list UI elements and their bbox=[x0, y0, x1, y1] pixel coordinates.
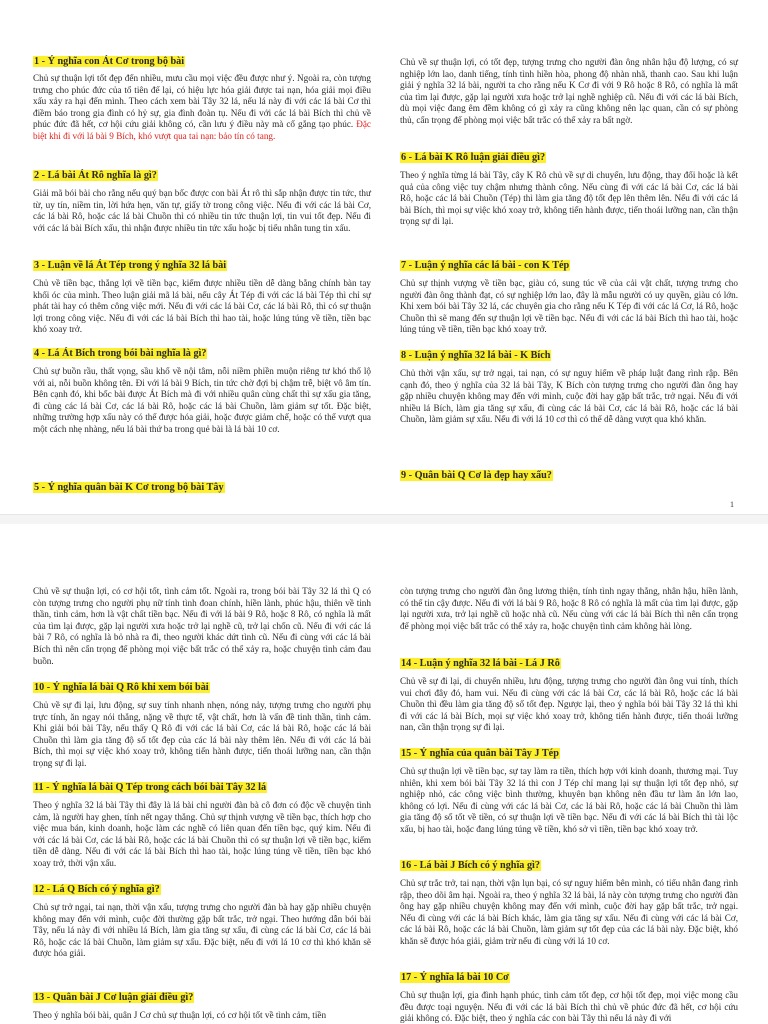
section-heading-5: 5 - Ý nghĩa quân bài K Cơ trong bộ bài Tây bbox=[34, 482, 224, 493]
section-heading-13: 13 - Quân bài J Cơ luận giải điều gì? bbox=[34, 992, 194, 1003]
section-heading-11: 11 - Ý nghĩa lá bài Q Tép trong cách bói bài Tây 32 lá bbox=[34, 782, 267, 793]
section-text-13-cont: còn tượng trưng cho người đàn ông lương thiện, tính tình ngay thẳng, nhân hậu, hiền lành, có thể tin cậy được. Nếu đi với lá bài 9 Rô, hoặc 8 Rô có nghĩa là mất của tìm lại được, gặp lại người xưa, trở lại nghề cũ hoặc nhà cũ. Nếu cùng với các lá bài Bích thì nên cẩn trọng để phòng mọi việc bất trắc có thể xảy ra, hoặc chuyện tình cảm không hài lòng. bbox=[400, 586, 738, 631]
section-heading-2: 2 - Lá bài Át Rô nghĩa là gì? bbox=[34, 170, 157, 181]
section-heading-10: 10 - Ý nghĩa lá bài Q Rô khi xem bói bài bbox=[34, 682, 209, 693]
page-separator bbox=[0, 514, 768, 524]
section-text-15: Chủ sự thuận lợi về tiền bạc, sự tay làm ra tiền, thích hợp với kinh doanh, thương mại. Tuy nhiên, khi xem bói bài Tây 32 lá thì con J Tép chỉ mang lại sự thuận lợi tốt đẹp nhỏ, sự nghiệp nhỏ, các công việc bình thường, khuyên bạn không nên đầu tư làm ăn lớn lao, không có lợi. Nếu đi cùng với các lá bài Cơ, các lá bài Rô, hoặc các lá bài Chuồn thì làm gia tăng độ số tốt về tiền, có sự thuận lợi về tiền bạc. Nếu đi với các lá bài Bích thì tài lộc xấu, bị hao tài, hoặc đang lúng túng về tiền, khó sở vì tiền, tiền bạc khó xoay trở. bbox=[400, 766, 738, 834]
section-heading-17: 17 - Ý nghĩa lá bài 10 Cơ bbox=[401, 972, 509, 983]
section-heading-7: 7 - Luận ý nghĩa các lá bài - con K Tép bbox=[401, 260, 570, 271]
section-text-13: Theo ý nghĩa bói bài, quân J Cơ chủ sự thuận lợi, có cơ hội tốt về tình cảm, tiền bbox=[33, 1010, 327, 1020]
section-text-12: Chủ sự trở ngại, tai nạn, thời vận xấu, tượng trưng cho người đàn bà hay gặp nhiều chuyện không may đến với mình, cuộc đời thường gặp bất trắc, trở ngại. Theo hướng dẫn bói bài Tây, nếu lá này đi với nhiều lá Bích, làm gia tăng sự xấu, đi cùng các lá bài Cơ, các lá bài Rô, hoặc các lá bài Chuồn, làm giảm sự xấu. Đặc biệt, nếu đi với lá 10 cơ thì khó khăn sẽ được hóa giải. bbox=[33, 902, 371, 959]
section-heading-16: 16 - Lá bài J Bích có ý nghĩa gì? bbox=[401, 860, 540, 871]
section-heading-8: 8 - Luận ý nghĩa 32 lá bài - K Bích bbox=[401, 350, 551, 361]
section-text-4: Chủ sự buồn rầu, thất vọng, sầu khổ về nội tâm, nỗi niềm phiền muộn riêng tư khó thổ lộ với ai, nỗi buồn không tên. Đi với lá bài 9 Bích, tin tức chờ đợi bị chậm trễ, biệt vô âm tín. Bên cạnh đó, khi bốc bài được Át Bích mà đi với nhiều quân cùng chất thì sự xấu gia tăng, đi cùng các lá bài Cơ, các lá bài Rô, hoặc các lá bài Chuồn, làm giảm sự tốt. Đặc biệt, những trường hợp xấu này có thể được hóa giải, hoặc được giảm chế, hoặc có thể vượt qua một cách nhẹ nhàng, nếu lá bài thứ ba trong quẻ bài là lá bài 10 cơ. bbox=[33, 366, 371, 434]
section-heading-4: 4 - Lá Át Bích trong bói bài nghĩa là gì? bbox=[34, 348, 207, 359]
page-number: 1 bbox=[730, 500, 734, 509]
section-text-8: Chủ thời vận xấu, sự trở ngại, tai nạn, có sự nguy hiểm về pháp luật đang rình rập. Bên cạnh đó, theo ý nghĩa của 32 lá bài Tây, K Bích còn tượng trưng cho người đàn ông hay gặp nhiều chuyện không may đến với mình, cuộc đời hay gặp bất trắc, trở ngại. Nếu đi với nhiều lá Bích, làm gia tăng sự xấu, đi cùng các lá bài Cơ, các lá bài Rô, hoặc các lá bài Chuồn, làm giảm sự xấu. Nếu đi với lá 10 cơ thì có thể dễ dàng vượt qua khó khăn. bbox=[400, 368, 738, 425]
section-heading-3: 3 - Luận về lá Át Tép trong ý nghĩa 32 lá bài bbox=[34, 260, 227, 271]
section-text-17: Chủ sự thuận lợi, gia đình hạnh phúc, tình cảm tốt đẹp, cơ hội tốt đẹp, mọi việc mong cầu đều được toại nguyện. Nếu đi với các lá bài Bích thì chủ về phúc đức đã hết, cơ hội cứu giải không có. Đặc biệt, theo ý nghĩa các con bài Tây thì nếu lá này đi với bbox=[400, 990, 738, 1024]
section-text-16: Chủ sự trắc trở, tai nạn, thời vận lụn bại, có sự nguy hiểm bên mình, có tiểu nhân đang rình rập, theo dõi âm hại. Ngoài ra, theo ý nghĩa 32 lá bài, lá này còn tượng trưng cho người đàn ông hay gặp nhiều chuyện không may đến với mình, cuộc đời hay gặp bất trắc, trở ngại. Nếu đi cùng với các lá bài Bích khác, làm gia tăng sự xấu. Nếu đi cùng với các lá bài Cơ, các lá bài Rô, hoặc các lá bài Chuồn, làm giảm sự tốt đẹp của các lá bài này. Đặc biệt, khó khăn sẽ được hóa giải, giảm trừ nếu đi cùng với lá 10 cơ. bbox=[400, 878, 738, 946]
document-page-2 bbox=[0, 524, 768, 1024]
section-heading-9: 9 - Quân bài Q Cơ là đẹp hay xấu? bbox=[401, 470, 552, 481]
section-heading-14: 14 - Luận ý nghĩa 32 lá bài - Lá J Rô bbox=[401, 658, 560, 669]
section-text-11: Theo ý nghĩa 32 lá bài Tây thì đây là lá bài chỉ người đàn bà cô đơn có độc về chuyện tình cảm, là người hay ghen, tính nết ngay thẳng. Chủ sự thịnh vượng về tiền bạc, thích hợp cho việc mua bán, kinh doanh, hoặc làm các nghề có liên quan đến tiền bạc, quý kim. Nếu đi với các lá bài Cơ, các lá bài Rô, hoặc các lá bài Chuồn thì có sự thuận lợi về tiền bạc, kiếm tiền dễ dàng. Nếu đi với các lá bài Bích thì hao tài, hoặc lúng túng về tiền, tiền bạc khó xoay trở, thời vận xấu. bbox=[33, 800, 371, 868]
section-text-7: Chủ sự thịnh vượng về tiền bạc, giàu có, sung túc về của cải vật chất, tượng trưng cho người đàn ông thành đạt, có sự nghiệp lớn lao, đây là mẫu người có uy quyền, giàu có lớn. Khi xem bói bài Tây 32 lá, các chuyên gia cho rằng nếu K Tép đi với các lá Cơ, lá Rô, hoặc Chuồn thì sẽ mang đến sự thuận lợi về tiền bạc. Nếu đi với các lá bài Bích thì hao tài, hoặc lúng túng về tiền, tiền bạc khó xoay trở. bbox=[400, 278, 738, 335]
warning-text: Đặc biệt khi đi với lá bài 9 Bích, khó vượt qua tai nạn: bảo tín có tang. bbox=[33, 119, 371, 141]
section-text-14: Chủ về sự đi lại, di chuyển nhiều, lưu động, tượng trưng cho người đàn ông vui tính, thích vui chơi đây đó, ham vui. Nếu đi cùng với các lá bài Cơ, các lá bài Rô, hoặc các lá bài Chuồn thì đều làm gia tăng độ số tốt đẹp. Ngược lại, theo ý nghĩa bói bài Tây 32 lá thì khi đi với các lá bài Bích, mọi sự việc khó xoay trở, không tiến hành được, tiến thoái lưỡng nan, cần thận trọng sự đi lại. bbox=[400, 676, 738, 733]
section-text-9: Chủ về sự thuận lợi, có cơ hội tốt, tình cảm tốt. Ngoài ra, trong bói bài Tây 32 lá thì Q có còn tượng trưng cho người phụ nữ tính tình đoan chính, hiền lành, phúc hậu, thiên về tinh thần, tình cảm, hơn là vật chất tiền bạc. Nếu đi với lá bài 9 Rô, hoặc 8 Rô, có nghĩa là mất của tìm lại được, gặp lại người xưa hoặc trở lại nghề cũ, trở lại chốn cũ. Nếu đi với các lá bài 7 Rô, có nghĩa là bỏ nhà ra đi, theo người khác dứt tình cũ. Nếu đi cùng với các lá bài Bích thì nên cẩn trọng để phòng mọi việc bất trắc có thể xảy ra, hoặc chuyện tình cảm đau buồn. bbox=[33, 586, 371, 666]
section-text-1: Chủ sự thuận lợi tốt đẹp đến nhiều, mưu cầu mọi việc đều được như ý. Ngoài ra, còn tượng trưng cho phúc đức của tổ tiên để lại, có hiệu lực hóa giải được tai nạn, hóa giải mọi điều xấu xảy ra hại đến mình. Theo cách xem bài Tây 32 lá, nếu lá này đi với các lá bài Cơ thì điềm báo trong gia đình có hỷ sự, gia đình đoàn tụ. Nếu đi với các lá bài Bích thì chủ về phúc đức đã hết, cơ hội cứu giải không có, cần lưu ý điều này mà cố gắng tạo phúc. Đặc biệt khi đi với lá bài 9 Bích, khó vượt qua tai nạn: bảo tín có tang. bbox=[33, 73, 371, 141]
section-heading-15: 15 - Ý nghĩa của quân bài Tây J Tép bbox=[401, 748, 559, 759]
section-text-6: Theo ý nghĩa từng lá bài Tây, cây K Rô chủ về sự di chuyển, lưu động, thay đổi hoặc là kết quả của công việc tuy chậm nhưng thành công. Nếu cùng đi với các lá bài Cơ, các lá bài Rô, hoặc các lá bài Chuồn (Tép) thì làm gia tăng độ tốt đẹp lên thêm lên. Nếu đi với các lá bài Bích, thì mọi sự việc khó xoay trở, không tiến hành được, tiến thoái lưỡng nan, cần thận trọng sự di lại. bbox=[400, 170, 738, 227]
section-heading-6: 6 - Lá bài K Rô luận giải điều gì? bbox=[401, 152, 546, 163]
section-text-5: Chủ về sự thuận lợi, có tốt đẹp, tượng trưng cho người đàn ông nhân hậu độ lượng, có sự nghiệp lớn lao, danh tiếng, tính tình hiền hòa, phong độ nhàn nhã, thanh cao. Sau khi luận giải ý nghĩa 32 lá bài, người ta cho rằng nếu K Cơ đi với 9 Rô hoặc 8 Rô, có nghĩa là mất của tìm lại được, gặp lại người xưa hoặc trở lại nghề nghiệp cũ. Nếu đi với các lá bài Bích, dù mọi việc đang êm đềm không có gì xảy ra cũng không nên lạc quan, cần có sự phòng thủ, cẩn trọng để phòng mọi việc bất trắc có thể xảy ra bất ngờ. bbox=[400, 57, 738, 125]
section-text-3: Chủ về tiền bạc, thắng lợi về tiền bạc, kiếm được nhiều tiền dễ dàng bằng chính bàn tay khối óc của mình. Theo luận giải mã lá bài, nếu cây Át Tép đi với các lá bài Tép thì chỉ sự phát tài hay có thêm công việc mới. Nếu đi với các lá bài Cơ, các lá bài Rô, thì có sự thuận lợi trong công việc. Nếu đi với các lá bài Bích thì hao tài, hoặc lúng túng về tiền, tiền bạc khó xoay trở. bbox=[33, 278, 371, 335]
section-text-10: Chủ về sự đi lại, lưu động, sự suy tính nhanh nhẹn, nóng nảy, tượng trưng cho người phụ trực tính, ăn ngay nói thẳng, nặng về thực tế, vật chất, hơn là vấn đề tinh thần, tình cảm. Khi giải bói bài Tây, nếu thấy Q Rô đi với các lá bài Cơ, các lá bài Rô, hoặc các lá bài Chuồn thì làm gia tăng độ số tốt đẹp của các lá bài này thêm lên. Nếu đi với các lá bài Bích, thì mọi sự việc khó xoay trở, không tiến hành được, tiến thoái lưỡng nan, cần thận trọng sự đi lại. bbox=[33, 700, 371, 768]
section-text-2: Giải mã bói bài cho rằng nếu quý bạn bốc được con bài Át rô thì sắp nhận được tin tức, thư từ, uy tín, niềm tin, lời hứa hẹn, văn tự, giấy tờ trong công việc. Nếu đi với các lá bài Cơ, các lá bài Rô, hoặc các lá bài Chuồn thì có nhiều tin tức thuận lợi, tin vui tốt đẹp. Nếu đi với các lá bài Bích xấu, thì nhận được nhiều tin tức xấu hoặc bị tiểu nhân tung tin xấu. bbox=[33, 188, 371, 233]
section-heading-12: 12 - Lá Q Bích có ý nghĩa gì? bbox=[34, 884, 160, 895]
section-heading-1: 1 - Ý nghĩa con Át Cơ trong bộ bài bbox=[34, 56, 185, 67]
